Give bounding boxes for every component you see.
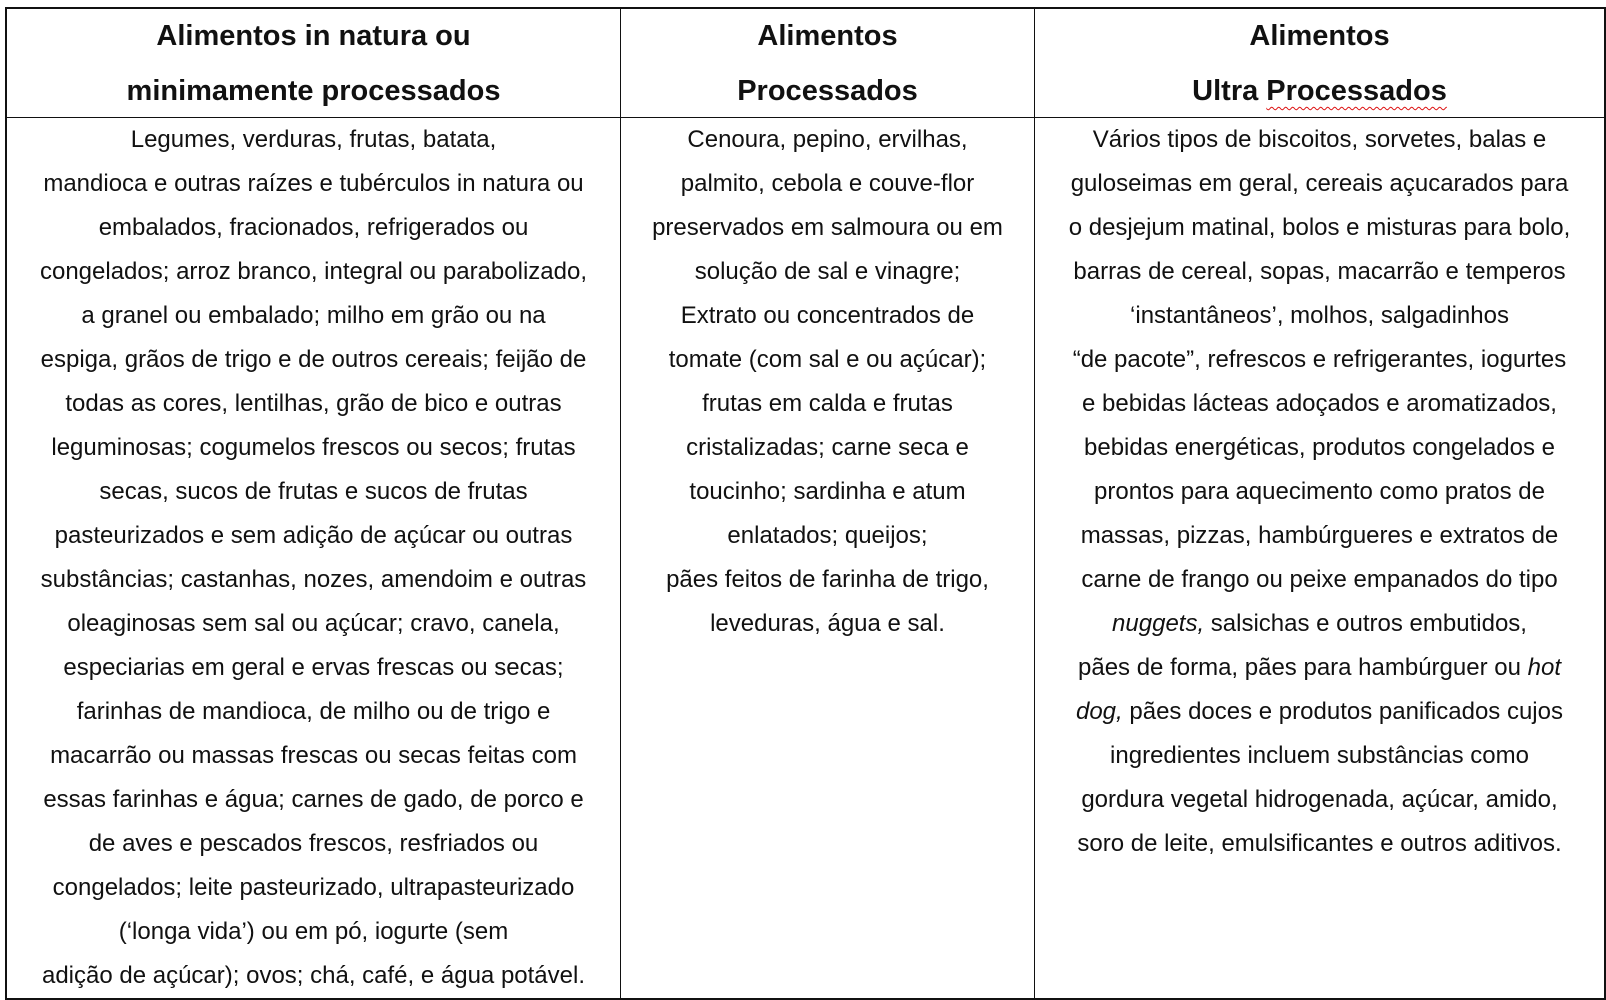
text-line: palmito, cebola e couve-flor [680, 170, 975, 197]
text-line: e bebidas lácteas adoçados e aromatizados, [1082, 390, 1557, 417]
text-line: oleaginosas sem sal ou açúcar; cravo, canela, [67, 610, 560, 637]
text-line: preservados em salmoura ou em [652, 214, 1003, 241]
text-line: farinhas de mandioca, de milho ou de trigo e [76, 698, 551, 725]
body-processados [621, 118, 1035, 998]
header-ultra-processados [1035, 9, 1604, 118]
text-line: Extrato ou concentrados de [680, 302, 975, 329]
text-line: leveduras, água e sal. [710, 610, 945, 637]
ultra-lines-b [1035, 734, 1604, 866]
header-text-line2 [1035, 64, 1604, 119]
text-fragment: pães de forma, pães para hambúrguer ou [1078, 654, 1528, 681]
text-line: enlatados; queijos; [727, 522, 928, 549]
text-fragment: salsichas e outros embutidos, [1204, 610, 1527, 637]
text-line: toucinho; sardinha e atum [689, 478, 966, 505]
text-line: Vários tipos de biscoitos, sorvetes, balas e [1092, 126, 1547, 153]
text-line: secas, sucos de frutas e sucos de frutas [99, 478, 528, 505]
text-line: o desjejum matinal, bolos e misturas para bolo, [1068, 214, 1571, 241]
italic-term: hot [1527, 654, 1561, 681]
text-line: soro de leite, emulsificantes e outros aditivos. [1077, 830, 1562, 857]
header-text: minimamente processados [126, 75, 501, 107]
text-line: (‘longa vida’) ou em pó, iogurte (sem [118, 918, 509, 945]
text-line: solução de sal e vinagre; [694, 258, 961, 285]
text-line: pasteurizados e sem adição de açúcar ou outras [54, 522, 573, 549]
text-line: “de pacote”, refrescos e refrigerantes, iogurtes [1072, 346, 1567, 373]
text-line: cristalizadas; carne seca e [686, 434, 969, 461]
text-line: Legumes, verduras, frutas, batata, [130, 126, 497, 153]
text-line [1035, 690, 1604, 734]
text-line: de aves e pescados frescos, resfriados ou [88, 830, 539, 857]
text-line [1035, 602, 1604, 646]
text-line: especiarias em geral e ervas frescas ou secas; [63, 654, 564, 681]
text-line [1035, 646, 1604, 690]
text-line: massas, pizzas, hambúrgueres e extratos de [1080, 522, 1559, 549]
header-text: Alimentos [757, 20, 898, 52]
food-classification-table [5, 7, 1606, 1000]
text-line: leguminosas; cogumelos frescos ou secos; frutas [51, 434, 576, 461]
text-fragment: pães doces e produtos panificados cujos [1122, 698, 1563, 725]
text-line: pães feitos de farinha de trigo, [666, 566, 989, 593]
text-line: tomate (com sal e ou açúcar); [668, 346, 987, 373]
text-line: todas as cores, lentilhas, grão de bico e outras [65, 390, 562, 417]
text-line: prontos para aquecimento como pratos de [1094, 478, 1545, 505]
body-in-natura [7, 118, 621, 998]
text-line: espiga, grãos de trigo e de outros cereais; feijão de [40, 346, 587, 373]
text-line: adição de açúcar); ovos; chá, café, e água potável. [41, 962, 585, 989]
text-line: a granel ou embalado; milho em grão ou na [81, 302, 546, 329]
text-line: barras de cereal, sopas, macarrão e temperos [1073, 258, 1566, 285]
italic-term: nuggets, [1112, 610, 1205, 637]
header-processados [621, 9, 1035, 118]
header-in-natura [7, 9, 621, 118]
text-line: Cenoura, pepino, ervilhas, [687, 126, 968, 153]
text-line: bebidas energéticas, produtos congelados e [1084, 434, 1555, 461]
text-line: mandioca e outras raízes e tubérculos in natura ou [43, 170, 584, 197]
text-line: ingredientes incluem substâncias como [1110, 742, 1529, 769]
ultra-lines-a [1035, 118, 1604, 602]
header-text: Alimentos [1249, 20, 1390, 52]
text-line: guloseimas em geral, cereais açucarados para [1070, 170, 1569, 197]
spellcheck-flagged-word[interactable]: Processados [1266, 75, 1447, 107]
text-line: macarrão ou massas frescas ou secas feitas com [50, 742, 577, 769]
header-text: Alimentos in natura ou [156, 20, 471, 52]
text-line: frutas em calda e frutas [702, 390, 953, 417]
text-line: embalados, fracionados, refrigerados ou [98, 214, 529, 241]
body-ultra-processados [1035, 118, 1604, 998]
text-line: ‘instantâneos’, molhos, salgadinhos [1130, 302, 1509, 329]
header-text-ultra: Ultra [1192, 75, 1267, 107]
text-line: carne de frango ou peixe empanados do tipo [1081, 566, 1558, 593]
text-line: congelados; arroz branco, integral ou parabolizado, [39, 258, 588, 285]
text-line: essas farinhas e água; carnes de gado, de porco e [43, 786, 584, 813]
text-line: substâncias; castanhas, nozes, amendoim e outras [40, 566, 587, 593]
text-line: congelados; leite pasteurizado, ultrapasteurizado [52, 874, 575, 901]
header-text: Processados [737, 75, 918, 107]
italic-term: dog, [1075, 698, 1123, 725]
text-line: gordura vegetal hidrogenada, açúcar, amido, [1081, 786, 1558, 813]
